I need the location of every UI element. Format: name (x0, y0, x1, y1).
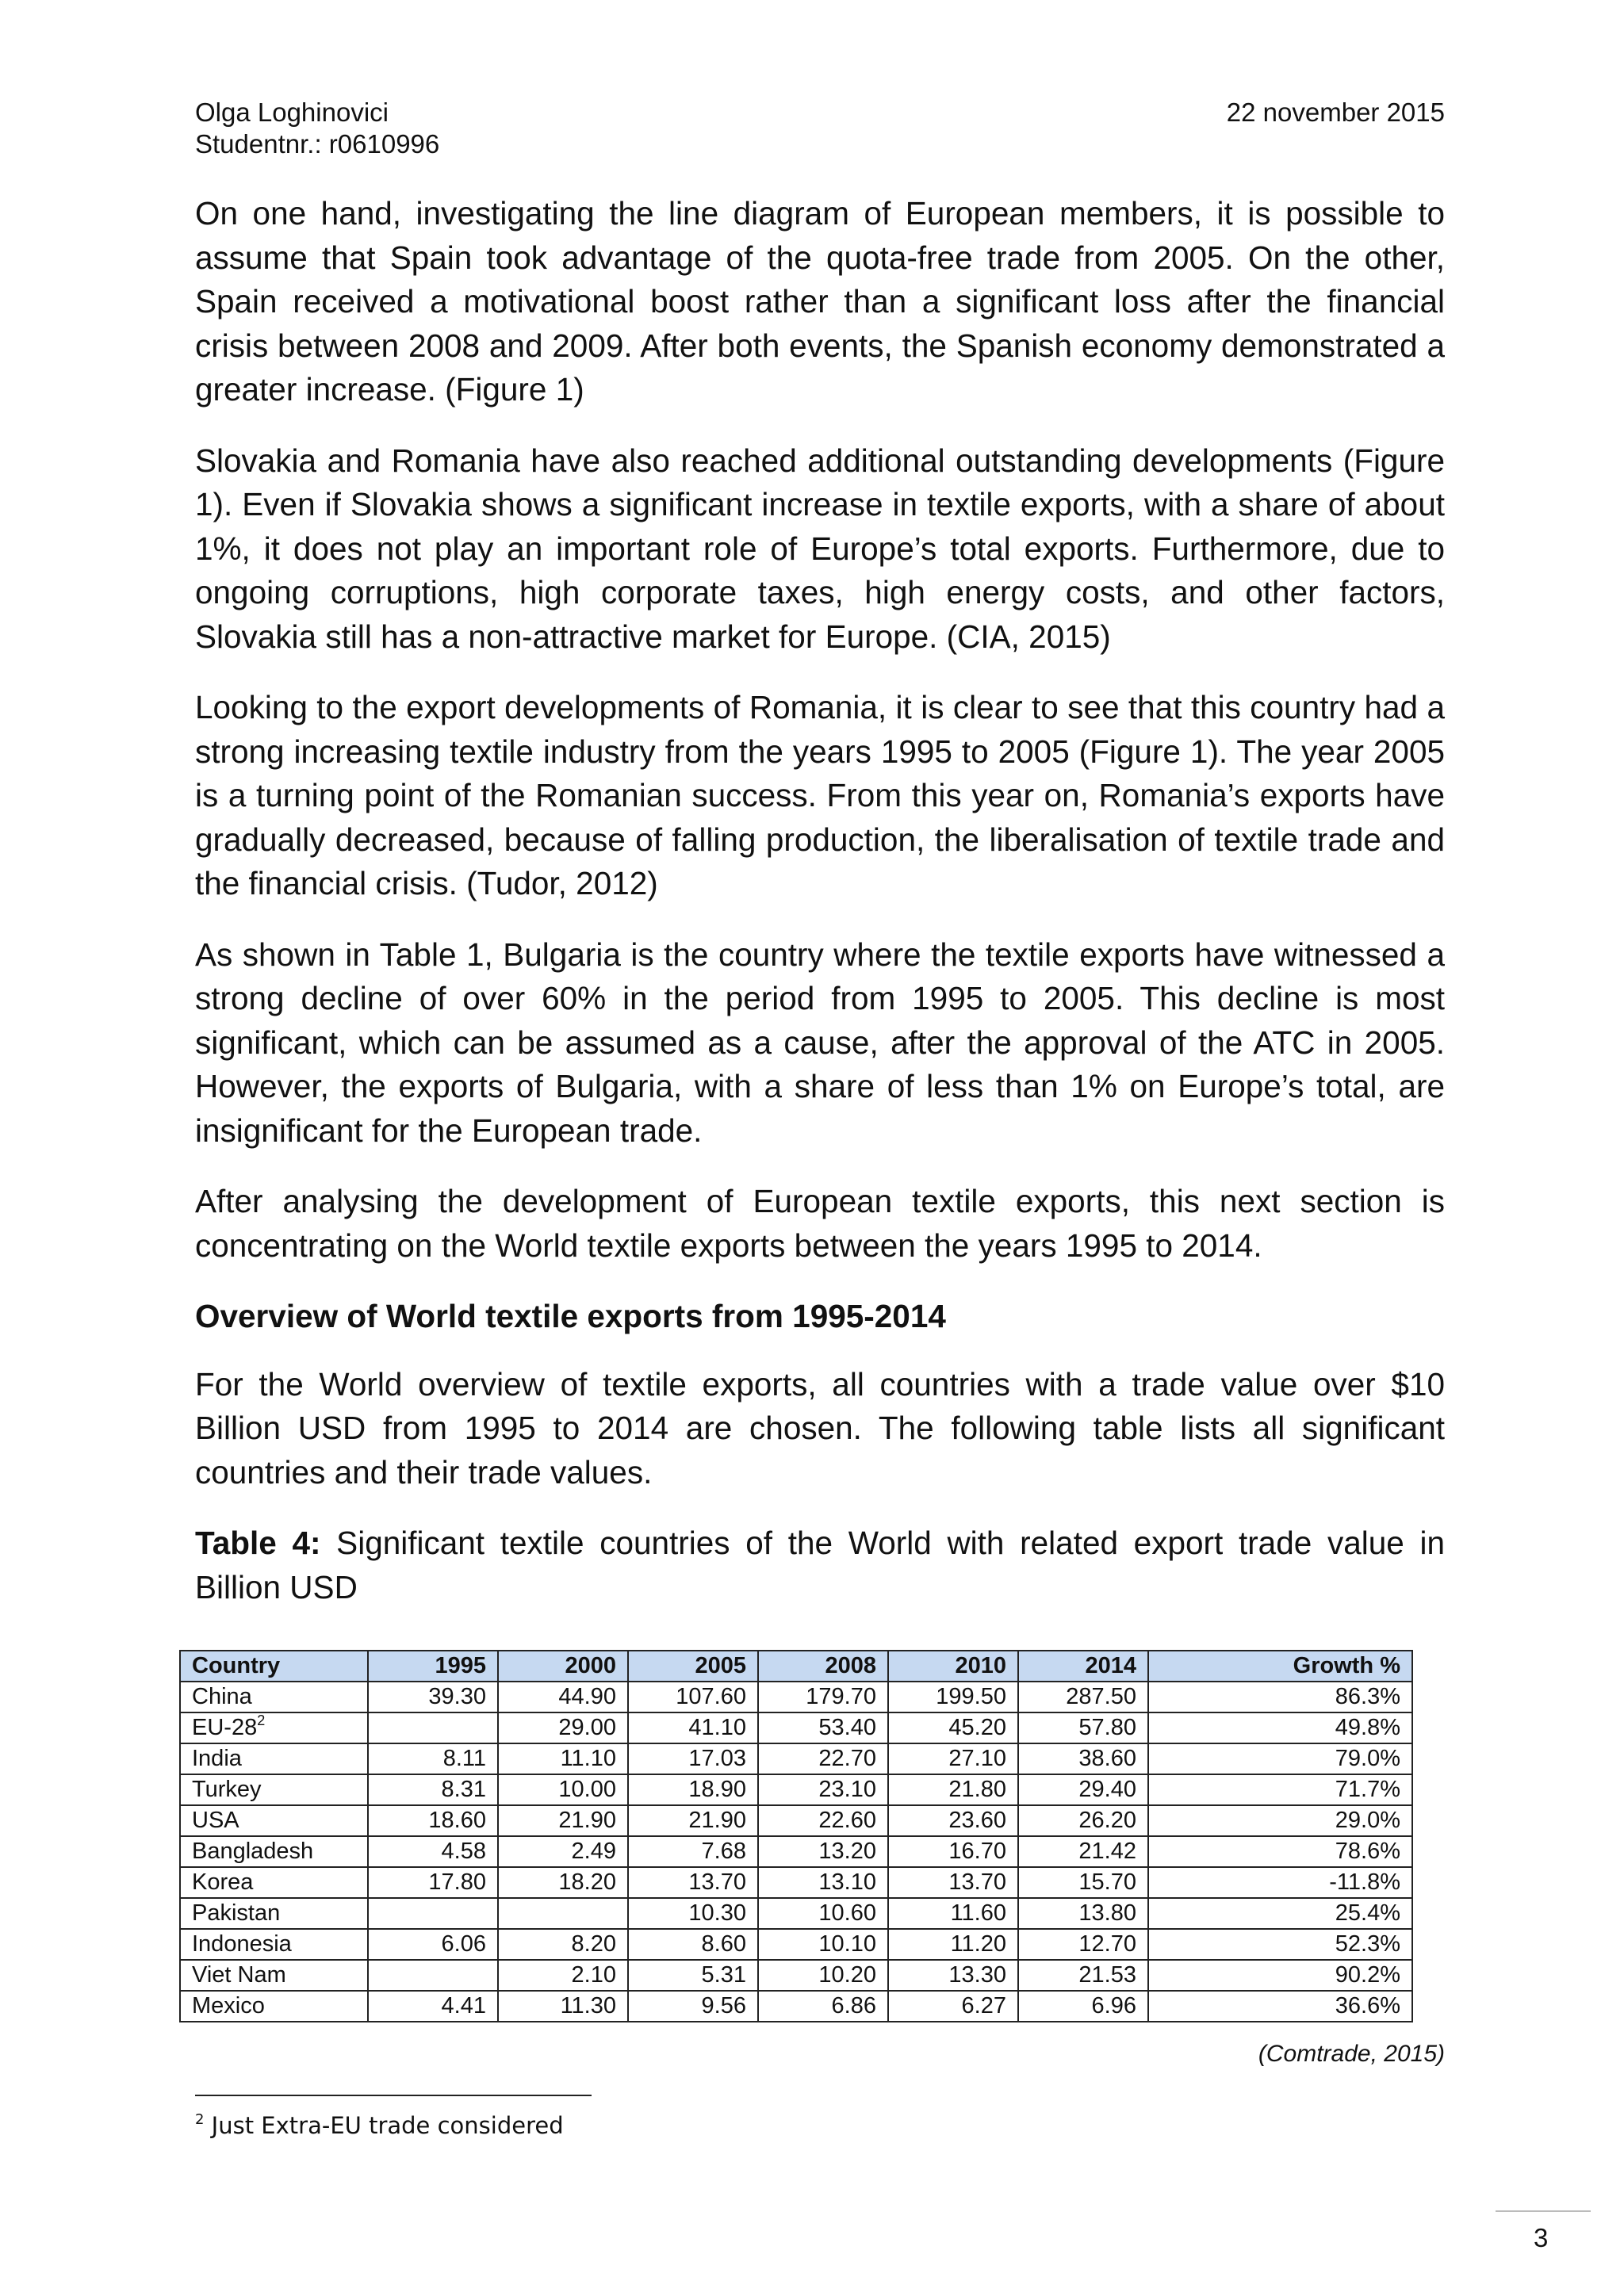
value-cell: 71.7% (1148, 1774, 1412, 1805)
value-cell: 21.53 (1018, 1960, 1148, 1991)
country-name: Indonesia (192, 1931, 292, 1957)
value-cell: 13.70 (628, 1867, 758, 1898)
value-cell: 11.30 (498, 1991, 628, 2022)
value-cell: 78.6% (1148, 1836, 1412, 1867)
value-cell: 179.70 (758, 1682, 888, 1712)
value-cell: 6.86 (758, 1991, 888, 2022)
value-cell: 8.20 (498, 1929, 628, 1960)
value-cell: 57.80 (1018, 1712, 1148, 1743)
value-cell (368, 1712, 498, 1743)
value-cell: 27.10 (888, 1743, 1018, 1774)
column-header: 2000 (498, 1651, 628, 1682)
value-cell: 53.40 (758, 1712, 888, 1743)
country-cell (180, 1960, 368, 1991)
value-cell: -11.8% (1148, 1867, 1412, 1898)
table-row (180, 1682, 1412, 1712)
value-cell: 17.80 (368, 1867, 498, 1898)
column-header: 2005 (628, 1651, 758, 1682)
value-cell: 49.8% (1148, 1712, 1412, 1743)
value-cell: 38.60 (1018, 1743, 1148, 1774)
header-date: 22 november 2015 (1226, 98, 1445, 127)
value-cell: 10.30 (628, 1898, 758, 1929)
value-cell: 21.90 (628, 1805, 758, 1836)
value-cell: 13.10 (758, 1867, 888, 1898)
table-body (180, 1682, 1412, 2022)
value-cell: 18.60 (368, 1805, 498, 1836)
paragraph: Looking to the export developments of Romania, it is clear to see that this country had a strong increasing textile industry from the years 1995 to 2005 (Figure 1). The year 2005 is a turning point of the Romanian success. From this year on, Romania’s exports have gradually decreased, because of falling production, the liberalisation of textile trade and the financial crisis. (Tudor, 2012) (195, 689, 1445, 901)
value-cell: 86.3% (1148, 1682, 1412, 1712)
table-row (180, 1805, 1412, 1836)
table-row (180, 1960, 1412, 1991)
value-cell: 199.50 (888, 1682, 1018, 1712)
table-container (179, 1650, 1411, 2022)
value-cell (368, 1898, 498, 1929)
value-cell: 52.3% (1148, 1929, 1412, 1960)
column-header: 2008 (758, 1651, 888, 1682)
value-cell: 11.20 (888, 1929, 1018, 1960)
value-cell: 10.00 (498, 1774, 628, 1805)
value-cell: 22.70 (758, 1743, 888, 1774)
value-cell: 36.6% (1148, 1991, 1412, 2022)
table-source: (Comtrade, 2015) (1258, 2041, 1445, 2067)
value-cell: 12.70 (1018, 1929, 1148, 1960)
country-name: Korea (192, 1869, 254, 1895)
value-cell: 2.49 (498, 1836, 628, 1867)
table-caption-label: Table 4: (195, 1525, 321, 1561)
value-cell: 13.30 (888, 1960, 1018, 1991)
value-cell: 11.60 (888, 1898, 1018, 1929)
value-cell: 26.20 (1018, 1805, 1148, 1836)
column-header: 1995 (368, 1651, 498, 1682)
country-cell (180, 1774, 368, 1805)
table-row (180, 1743, 1412, 1774)
table-row (180, 1867, 1412, 1898)
value-cell: 29.00 (498, 1712, 628, 1743)
value-cell: 8.60 (628, 1929, 758, 1960)
value-cell: 5.31 (628, 1960, 758, 1991)
country-name: Viet Nam (192, 1962, 286, 1988)
footnote-reference: 2 (257, 1712, 266, 1728)
column-header: 2014 (1018, 1651, 1148, 1682)
country-cell (180, 1836, 368, 1867)
paragraph: Slovakia and Romania have also reached additional outstanding developments (Figure 1). Even if Slovakia shows a significant increase in textile exports, with a share of about 1%, it does not play an important role of Europe’s total exports. Furthermore, due to ongoing corruptions, high corporate taxes, high energy costs, and other factors, Slovakia still has a non-attractive market for Europe. (CIA, 2015) (195, 442, 1445, 655)
country-name: China (192, 1684, 252, 1709)
value-cell: 8.11 (368, 1743, 498, 1774)
country-cell (180, 1898, 368, 1929)
export-table (179, 1650, 1413, 2022)
value-cell: 17.03 (628, 1743, 758, 1774)
table-row (180, 1929, 1412, 1960)
table-row (180, 1991, 1412, 2022)
value-cell: 45.20 (888, 1712, 1018, 1743)
value-cell: 13.80 (1018, 1898, 1148, 1929)
value-cell: 9.56 (628, 1991, 758, 2022)
value-cell: 23.60 (888, 1805, 1018, 1836)
value-cell (368, 1960, 498, 1991)
country-cell (180, 1805, 368, 1836)
value-cell: 13.20 (758, 1836, 888, 1867)
paragraph: As shown in Table 1, Bulgaria is the country where the textile exports have witnessed a strong decline of over 60% in the period from 1995 to 2005. This decline is most significant, which can be assumed as a cause, after the approval of the ATC in 2005. However, the exports of Bulgaria, with a share of less than 1% on Europe’s total, are insignificant for the European trade. (195, 936, 1445, 1149)
page-number-divider (1496, 2210, 1591, 2212)
table-caption (195, 1521, 1445, 1609)
value-cell: 16.70 (888, 1836, 1018, 1867)
value-cell: 287.50 (1018, 1682, 1148, 1712)
footnote-number: 2 (195, 2111, 205, 2128)
value-cell: 11.10 (498, 1743, 628, 1774)
value-cell: 7.68 (628, 1836, 758, 1867)
column-header: 2010 (888, 1651, 1018, 1682)
value-cell: 6.27 (888, 1991, 1018, 2022)
value-cell: 21.90 (498, 1805, 628, 1836)
author-name: Olga Loghinovici (195, 98, 389, 127)
value-cell: 2.10 (498, 1960, 628, 1991)
country-name: Mexico (192, 1993, 265, 2019)
country-name: India (192, 1746, 242, 1771)
body-text (195, 192, 1445, 1609)
country-name: Pakistan (192, 1900, 281, 1926)
country-cell (180, 1991, 368, 2022)
value-cell: 13.70 (888, 1867, 1018, 1898)
table-row (180, 1898, 1412, 1929)
value-cell: 23.10 (758, 1774, 888, 1805)
value-cell: 22.60 (758, 1805, 888, 1836)
value-cell: 4.41 (368, 1991, 498, 2022)
value-cell: 18.20 (498, 1867, 628, 1898)
country-cell (180, 1929, 368, 1960)
paragraph: On one hand, investigating the line diagram of European members, it is possible to assume that Spain took advantage of the quota-free trade from 2005. On the other, Spain received a motivational boost rather than a significant loss after the financial crisis between 2008 and 2009. After both events, the Spanish economy demonstrated a greater increase. (Figure 1) (195, 195, 1445, 408)
section-heading: Overview of World textile exports from 1995-2014 (195, 1298, 946, 1334)
value-cell: 39.30 (368, 1682, 498, 1712)
value-cell: 29.40 (1018, 1774, 1148, 1805)
value-cell: 15.70 (1018, 1867, 1148, 1898)
footnote-text: Just Extra-EU trade considered (204, 2112, 564, 2139)
value-cell: 6.06 (368, 1929, 498, 1960)
value-cell: 25.4% (1148, 1898, 1412, 1929)
value-cell: 6.96 (1018, 1991, 1148, 2022)
country-name: Bangladesh (192, 1839, 314, 1864)
value-cell: 79.0% (1148, 1743, 1412, 1774)
table-row (180, 1774, 1412, 1805)
value-cell: 18.90 (628, 1774, 758, 1805)
value-cell: 10.60 (758, 1898, 888, 1929)
value-cell: 29.0% (1148, 1805, 1412, 1836)
value-cell: 107.60 (628, 1682, 758, 1712)
value-cell: 8.31 (368, 1774, 498, 1805)
footnote (195, 2112, 564, 2139)
student-number: Studentnr.: r0610996 (195, 129, 440, 159)
country-name: Turkey (192, 1777, 262, 1802)
column-header: Country (180, 1651, 368, 1682)
table-header-row (180, 1651, 1412, 1682)
value-cell: 41.10 (628, 1712, 758, 1743)
value-cell: 10.20 (758, 1960, 888, 1991)
value-cell: 21.42 (1018, 1836, 1148, 1867)
country-cell (180, 1682, 368, 1712)
table-row (180, 1712, 1412, 1743)
country-cell (180, 1867, 368, 1898)
value-cell: 90.2% (1148, 1960, 1412, 1991)
paragraph: After analysing the development of European textile exports, this next section is concentrating on the World textile exports between the years 1995 to 2014. (195, 1183, 1445, 1264)
value-cell: 10.10 (758, 1929, 888, 1960)
value-cell (498, 1898, 628, 1929)
column-header: Growth % (1148, 1651, 1412, 1682)
value-cell: 4.58 (368, 1836, 498, 1867)
value-cell: 44.90 (498, 1682, 628, 1712)
value-cell: 21.80 (888, 1774, 1018, 1805)
header-left (195, 97, 439, 160)
footnote-divider (195, 2095, 592, 2096)
table-caption-text: Significant textile countries of the World with related export trade value in Billion USD (195, 1525, 1445, 1605)
country-cell (180, 1743, 368, 1774)
country-name: USA (192, 1808, 239, 1833)
page-number: 3 (1534, 2223, 1549, 2252)
country-cell (180, 1712, 368, 1743)
table-row (180, 1836, 1412, 1867)
country-name: EU-28 (192, 1715, 258, 1740)
intro-paragraph: For the World overview of textile exports, all countries with a trade value over $10 Billion USD from 1995 to 2014 are chosen. The following table lists all significant countries and their trade values. (195, 1365, 1445, 1490)
